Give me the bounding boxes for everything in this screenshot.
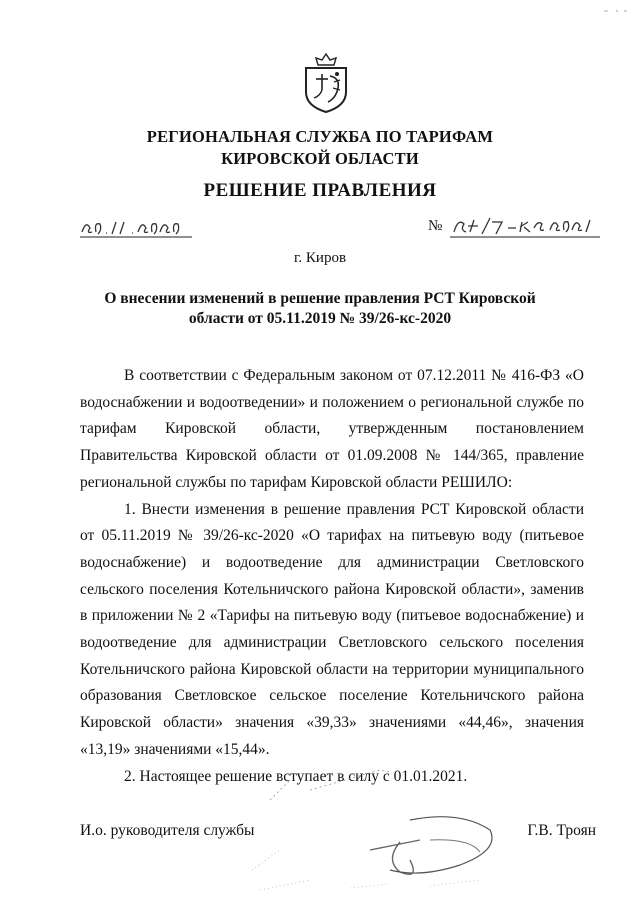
document-number [428, 214, 598, 240]
resolution-item: 2. Настоящее решение вступает в силу с 01.01.2021. [124, 767, 468, 785]
organization-line: КИРОВСКОЙ ОБЛАСТИ [221, 149, 419, 168]
city: г. Киров [293, 250, 347, 266]
signatory-name: Г.В. Троян [527, 822, 596, 839]
number-sign: № [428, 218, 443, 234]
scan-marks [600, 6, 630, 16]
document-body [80, 363, 584, 790]
subject-line: О внесении изменений в решение правления РСТ Кировской [104, 290, 536, 307]
document-subject [0, 289, 640, 329]
document-type: РЕШЕНИЕ ПРАВЛЕНИЯ [203, 180, 437, 201]
signatory-position: И.о. руководителя службы [80, 822, 255, 839]
handwritten-date [80, 216, 192, 240]
subject-line: области от 05.11.2019 № 39/26-кс-2020 [188, 310, 452, 327]
handwritten-signature [250, 760, 500, 900]
resolution-item: 1. Внести изменения в решение правления РСТ Кировской области от 05.11.2019 № 39/26-кс-2020 «О тарифах на питьевую воду (питьевое водоснабжение) и водоотведение для администрации Светловского сельского поселения Котельничского района Кировской области», заменив в приложении № 2 «Тарифы на питьевую воду (питьевое водоснабжение) и водоотведение для администрации Светловского сельского поселения Котельничского района Кировской области на территории муниципального образования Светловское сельское поселение Котельничского района Кировской области» значения «39,33» значениями «44,46», значения «13,19» значениями «15,44». [80, 500, 584, 758]
handwritten-number [450, 214, 600, 240]
organization-line: РЕГИОНАЛЬНАЯ СЛУЖБА ПО ТАРИФАМ [146, 127, 494, 146]
preamble-paragraph: В соответствии с Федеральным законом от 07.12.2011 № 416-ФЗ «О водоснабжении и водоотведении» и положением о региональной службе по тарифам Кировской области, утвержденным постановлением Правительства Кировской области от 01.09.2008 № 144/365, правление региональной службы по тарифам Кировской области РЕШИЛО: [80, 367, 584, 491]
coat-of-arms-icon [300, 52, 352, 114]
organization-name [0, 126, 640, 170]
